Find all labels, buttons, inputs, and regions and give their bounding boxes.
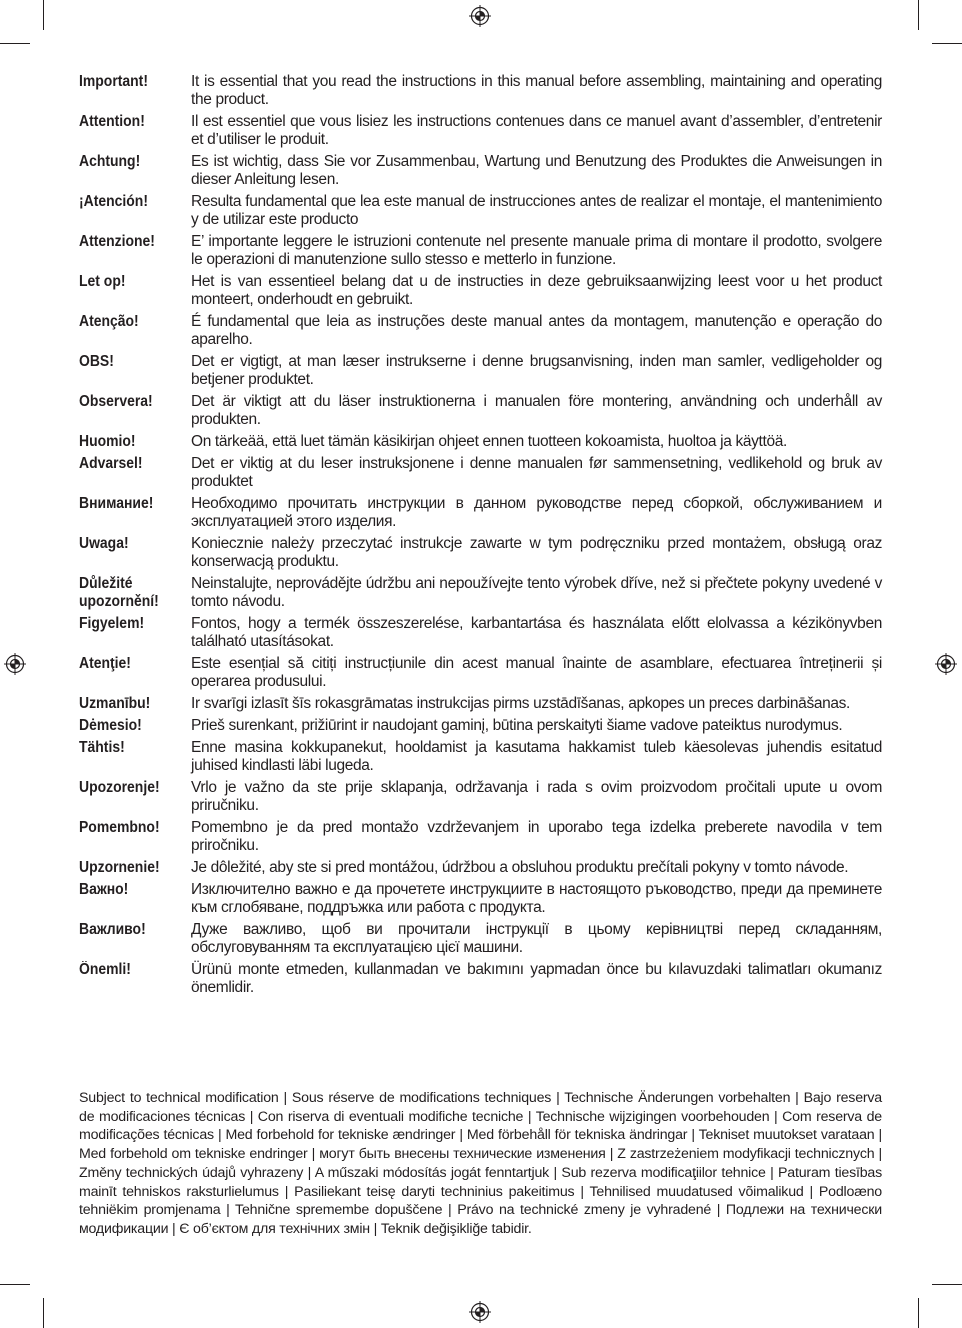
warning-row (79, 153, 882, 189)
warning-text: Je dôležité, aby ste si pred montážou, údržbou a obsluhou produktu prečítali pokyny v tomto návode. (191, 859, 849, 876)
warning-label: Atenção! (79, 313, 139, 330)
warning-label: Huomio! (79, 433, 136, 450)
warning-label: OBS! (79, 353, 114, 370)
warning-row (79, 193, 882, 229)
warning-row (79, 353, 882, 389)
warning-label: Uwaga! (79, 535, 129, 552)
warning-label: Attenzione! (79, 233, 155, 250)
warning-row (79, 455, 882, 491)
warning-label: Dėmesio! (79, 717, 142, 734)
warning-row (79, 73, 882, 109)
warning-text: Дуже важливо, щоб ви прочитали інструкції в цьому керівництві перед складанням, обслуговуванням та експлуатацією цієї машини. (191, 921, 882, 956)
warning-row (79, 695, 882, 713)
registration-mark-icon (935, 653, 957, 675)
warning-label: Observera! (79, 393, 153, 410)
warning-text: Es ist wichtig, dass Sie vor Zusammenbau, Wartung und Benutzung des Produktes die Anweisungen in dieser Anleitung lesen. (191, 153, 882, 188)
warning-label: Upzornenie! (79, 859, 160, 876)
warning-text: Pomembno je da pred montažo vzdrževanjem in uporabo tega izdelka preberete navodila v tem priročniku. (191, 819, 882, 854)
warning-label: Attention! (79, 113, 145, 130)
crop-mark (0, 43, 30, 44)
warning-label: Důležité upozornění! (79, 575, 159, 610)
warning-label: Важливо! (79, 921, 146, 938)
crop-mark (43, 0, 44, 30)
crop-mark (932, 43, 962, 44)
warning-text: Необходимо прочитать инструкции в данном руководстве перед сборкой, обслуживанием и эксплуатацией этого изделия. (191, 495, 882, 530)
warning-label: Tähtis! (79, 739, 125, 756)
warning-row (79, 433, 882, 451)
warning-row (79, 921, 882, 957)
registration-mark-icon (469, 5, 491, 27)
warning-text: Ir svarīgi izlasīt šīs rokasgrāmatas instrukcijas pirms uzstādīšanas, apkopes un preces darbināšanas. (191, 695, 851, 712)
crop-mark (43, 1298, 44, 1328)
warning-row (79, 233, 882, 269)
warning-row (79, 961, 882, 997)
warning-row (79, 881, 882, 917)
warning-row (79, 819, 882, 855)
warning-row (79, 113, 882, 149)
warning-text: Ürünü monte etmeden, kullanmadan ve bakımını yapmadan önce bu kılavuzdaki talimatları okumanız önemlidir. (191, 961, 882, 996)
warning-text: Enne masina kokkupanekut, hooldamist ja kasutama hakkamist tuleb käesolevas juhendis esitatud juhised kindlasti läbi lugeda. (191, 739, 882, 774)
warning-text: Resulta fundamental que lea este manual de instrucciones antes de realizar el montaje, el mantenimiento y de utilizar este producto (191, 193, 882, 228)
warning-label: Upozorenje! (79, 779, 160, 796)
warning-text: Este esențial să citiți instrucțiunile din acest manual înainte de asamblare, efectuarea întreținerii și operarea produsului. (191, 655, 882, 690)
warning-row (79, 273, 882, 309)
warning-label: Achtung! (79, 153, 141, 170)
warning-row (79, 535, 882, 571)
warning-text: Det er vigtigt, at man læser instrukserne i denne brugsanvisning, inden man samler, vedligeholder og betjener produktet. (191, 353, 882, 388)
warning-row (79, 393, 882, 429)
warning-row (79, 313, 882, 349)
warning-text: On tärkeää, että luet tämän käsikirjan ohjeet ennen tuotteen kokoamista, huoltoa ja käyttöä. (191, 433, 787, 450)
warning-label: Важно! (79, 881, 129, 898)
warning-text: Neinstalujte, neprovádějte údržbu ani nepoužívejte tento výrobek dříve, než si přečtete pokyny uvedené v tomto návodu. (191, 575, 882, 610)
warning-text: It is essential that you read the instructions in this manual before assembling, maintaining and operating the product. (191, 73, 882, 108)
registration-mark-icon (4, 653, 26, 675)
warning-text: Prieš surenkant, prižiūrint ir naudojant gaminį, būtina perskaityti šiame vadove pateiktus nurodymus. (191, 717, 843, 734)
warning-text: E’ importante leggere le istruzioni contenute nel presente manuale prima di montare il prodotto, svolgere le operazioni di manutenzione sullo stesso e metterlo in funzione. (191, 233, 882, 268)
warning-row (79, 717, 882, 735)
warning-text: Det er viktig at du leser instruksjonene i denne manualen før sammensetning, vedlikehold og bruk av produktet (191, 455, 882, 490)
warning-row (79, 615, 882, 651)
warning-label: Pomembno! (79, 819, 160, 836)
warning-text: Het is van essentieel belang dat u de instructies in deze gebruiksaanwijzing leest voor u het product monteert, onderhoudt en gebruikt. (191, 273, 882, 308)
warning-text: É fundamental que leia as instruções deste manual antes da montagem, manutenção e operação do aparelho. (191, 313, 882, 348)
crop-mark (0, 1284, 30, 1285)
technical-modification-notice: Subject to technical modification | Sous réserve de modifications techniques | Technische Änderungen vorbehalten | Bajo reserva de modificaciones técnicas | Con riserva di eventuali modifiche tecniche | Technische wijzigingen voorbehouden | Com reserva de modificações técnicas | Med forbehold for tekniske ændringer | Med förbehåll för tekniska ändringar | Tekniset muutokset varataan | Med forbehold om tekniske endringer | могут быть внесены технические изменения | Z zastrzeżeniem modyfikacji technicznych | Změny technických údajů vyhrazeny | A műszaki módosítás jogát fenntartjuk | Sub rezerva modificaţiilor tehnice | Paturam tiesības mainīt tehniskos raksturlielumus | Pasiliekant teisę daryti techninius pakeitimus | Tehnilised muudatused võimalikud | Podloæno tehniëkim promjenama | Tehnične spremembe dopuščene | Právo na technické zmeny je vyhradené | Подлежи на технически модификации | Є об’єктом для технічних змін | Teknik değişikliğe tabidir. (79, 1090, 882, 1237)
warning-text: Koniecznie należy przeczytać instrukcje zawarte w tym podręczniku przed montażem, obsługą oraz konserwacją produktu. (191, 535, 882, 570)
warning-text: Изключително важно е да прочетете инструкциите в настоящото ръководство, преди да преминете към сглобяване, поддръжка или работа с продукта. (191, 881, 882, 916)
warning-text: Vrlo je važno da ste prije sklapanja, održavanja i rada s ovim proizvodom pročitali upute u ovom priručniku. (191, 779, 882, 814)
warning-label: ¡Atención! (79, 193, 148, 210)
warning-row (79, 495, 882, 531)
warning-label: Внимание! (79, 495, 154, 512)
warning-label: Atenţie! (79, 655, 131, 672)
crop-mark (918, 0, 919, 30)
warning-label: Let op! (79, 273, 126, 290)
warning-row (79, 739, 882, 775)
warning-text: Fontos, hogy a termék összeszerelése, karbantartása és használata előtt elolvassa a kézikönyvben található utasításokat. (191, 615, 882, 650)
warning-list (79, 73, 882, 1001)
warning-row (79, 779, 882, 815)
warning-row (79, 655, 882, 691)
warning-label: Uzmanību! (79, 695, 151, 712)
crop-mark (932, 1284, 962, 1285)
warning-row (79, 575, 882, 611)
warning-label: Figyelem! (79, 615, 145, 632)
warning-row (79, 859, 882, 877)
warning-label: Önemli! (79, 961, 131, 978)
warning-label: Important! (79, 73, 148, 90)
crop-mark (918, 1298, 919, 1328)
warning-text: Il est essentiel que vous lisiez les instructions contenues dans ce manuel avant d’assembler, d’entretenir et d’utiliser le produit. (191, 113, 882, 148)
registration-mark-icon (469, 1301, 491, 1323)
warning-label: Advarsel! (79, 455, 143, 472)
warning-text: Det är viktigt att du läser instruktionerna i manualen före montering, användning och underhåll av produkten. (191, 393, 882, 428)
